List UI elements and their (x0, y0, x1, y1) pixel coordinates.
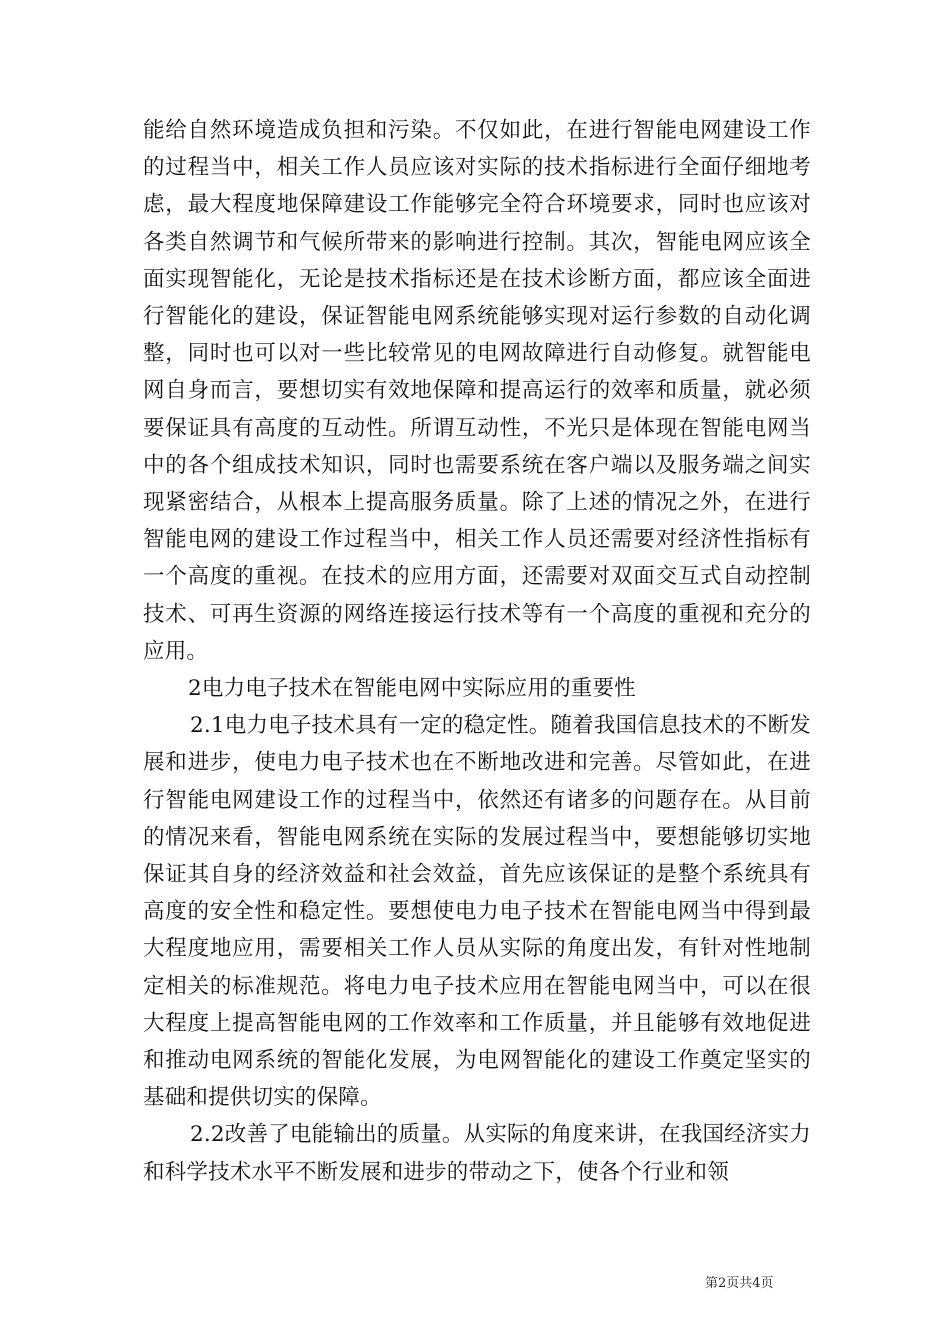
section-heading: 2电力电子技术在智能电网中实际应用的重要性 (188, 676, 636, 702)
body-paragraph: 能给自然环境造成负担和污染。不仅如此，在进行智能电网建设工作的过程当中，相关工作人员应该对实际的技术指标进行全面仔细地考虑，最大程度地保障建设工作能够完全符合环境要求，同时也应该对各类自然调节和气候所带来的影响进行控制。其次，智能电网应该全面实现智能化，无论是技术指标还是在技术诊断方面，都应该全面进行智能化的建设，保证智能电网系统能够实现对运行参数的自动化调整，同时也可以对一些比较常见的电网故障进行自动修复。就智能电网自身而言，要想切实有效地保障和提高运行的效率和质量，就必须要保证具有高度的互动性。所谓互动性，不光只是体现在智能电网当中的各个组成技术知识，同时也需要系统在客户端以及服务端之间实现紧密结合，从根本上提高服务质量。除了上述的情况之外，在进行智能电网的建设工作过程当中，相关工作人员还需要对经济性指标有一个高度的重视。在技术的应用方面，还需要对双面交互式自动控制技术、可再生资源的网络连接运行技术等有一个高度的重视和充分的应用。 (143, 118, 811, 664)
subsection-paragraph: 2.1电力电子技术具有一定的稳定性。随着我国信息技术的不断发展和进步，使电力电子技术也在不断地改进和完善。尽管如此，在进行智能电网建设工作的过程当中，依然还有诸多的问题存在。从目前的情况来看，智能电网系统在实际的发展过程当中，要想能够切实地保证其自身的经济效益和社会效益，首先应该保证的是整个系统具有高度的安全性和稳定性。要想使电力电子技术在智能电网当中得到最大程度地应用，需要相关工作人员从实际的角度出发，有针对性地制定相关的标准规范。将电力电子技术应用在智能电网当中，可以在很大程度上提高智能电网的工作效率和工作质量，并且能够有效地促进和推动电网系统的智能化发展，为电网智能化的建设工作奠定坚实的基础和提供切实的保障。 (143, 713, 811, 1111)
page-number: 第2页共4页 (705, 1276, 774, 1291)
subsection-paragraph: 2.2改善了电能输出的质量。从实际的角度来讲，在我国经济实力和科学技术水平不断发展和进步的带动之下，使各个行业和领 (143, 1122, 811, 1185)
document-body (143, 112, 811, 1191)
